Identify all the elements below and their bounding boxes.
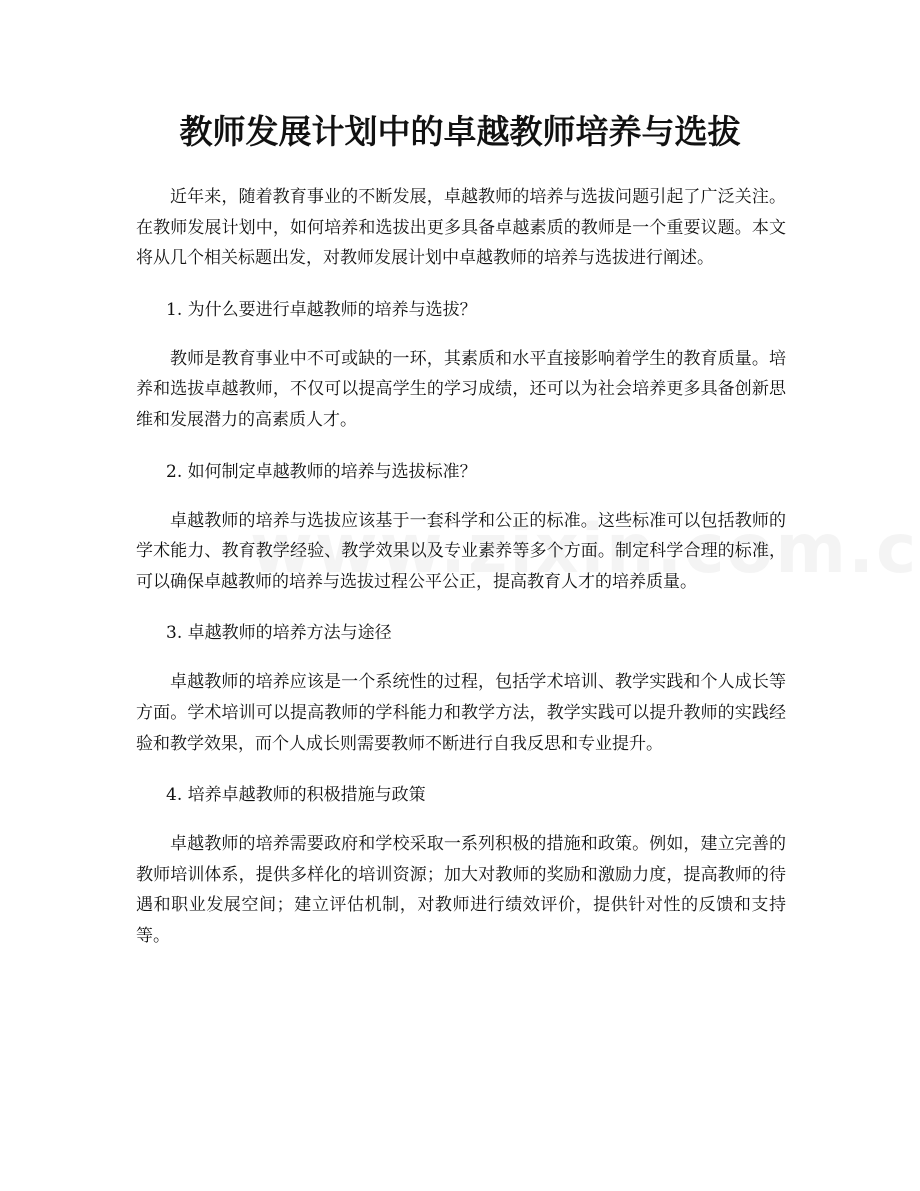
section-3-paragraph: 卓越教师的培养应该是一个系统性的过程，包括学术培训、教学实践和个人成长等方面。学术培训可以提高教师的学科能力和教学方法，教学实践可以提升教师的实践经验和教学效果，而个人成长则需要教师不断进行自我反思和专业提升。 [136, 672, 786, 754]
document-title: 教师发展计划中的卓越教师培养与选拔 [179, 112, 741, 151]
section-4-heading: 4. 培养卓越教师的积极措施与政策 [166, 785, 426, 806]
section-4-paragraph: 卓越教师的培养需要政府和学校采取一系列积极的措施和政策。例如，建立完善的教师培训体系，提供多样化的培训资源；加大对教师的奖励和激励力度，提高教师的待遇和职业发展空间；建立评估机制，对教师进行绩效评价，提供针对性的反馈和支持等。 [136, 834, 786, 946]
document-body [136, 182, 786, 952]
section-2-heading: 2. 如何制定卓越教师的培养与选拔标准？ [166, 461, 477, 482]
intro-paragraph: 近年来，随着教育事业的不断发展，卓越教师的培养与选拔问题引起了广泛关注。在教师发展计划中，如何培养和选拔出更多具备卓越素质的教师是一个重要议题。本文将从几个相关标题出发，对教师发展计划中卓越教师的培养与选拔进行阐述。 [136, 187, 786, 269]
section-2-paragraph: 卓越教师的培养与选拔应该基于一套科学和公正的标准。这些标准可以包括教师的学术能力、教育教学经验、教学效果以及专业素养等多个方面。制定科学合理的标准，可以确保卓越教师的培养与选拔过程公平公正，提高教育人才的培养质量。 [136, 510, 786, 592]
section-1-heading: 1. 为什么要进行卓越教师的培养与选拔？ [166, 299, 477, 320]
section-3-heading: 3. 卓越教师的培养方法与途径 [166, 623, 392, 644]
section-1-paragraph: 教师是教育事业中不可或缺的一环，其素质和水平直接影响着学生的教育质量。培养和选拔卓越教师，不仅可以提高学生的学习成绩，还可以为社会培养更多具备创新思维和发展潜力的高素质人才。 [136, 348, 786, 430]
